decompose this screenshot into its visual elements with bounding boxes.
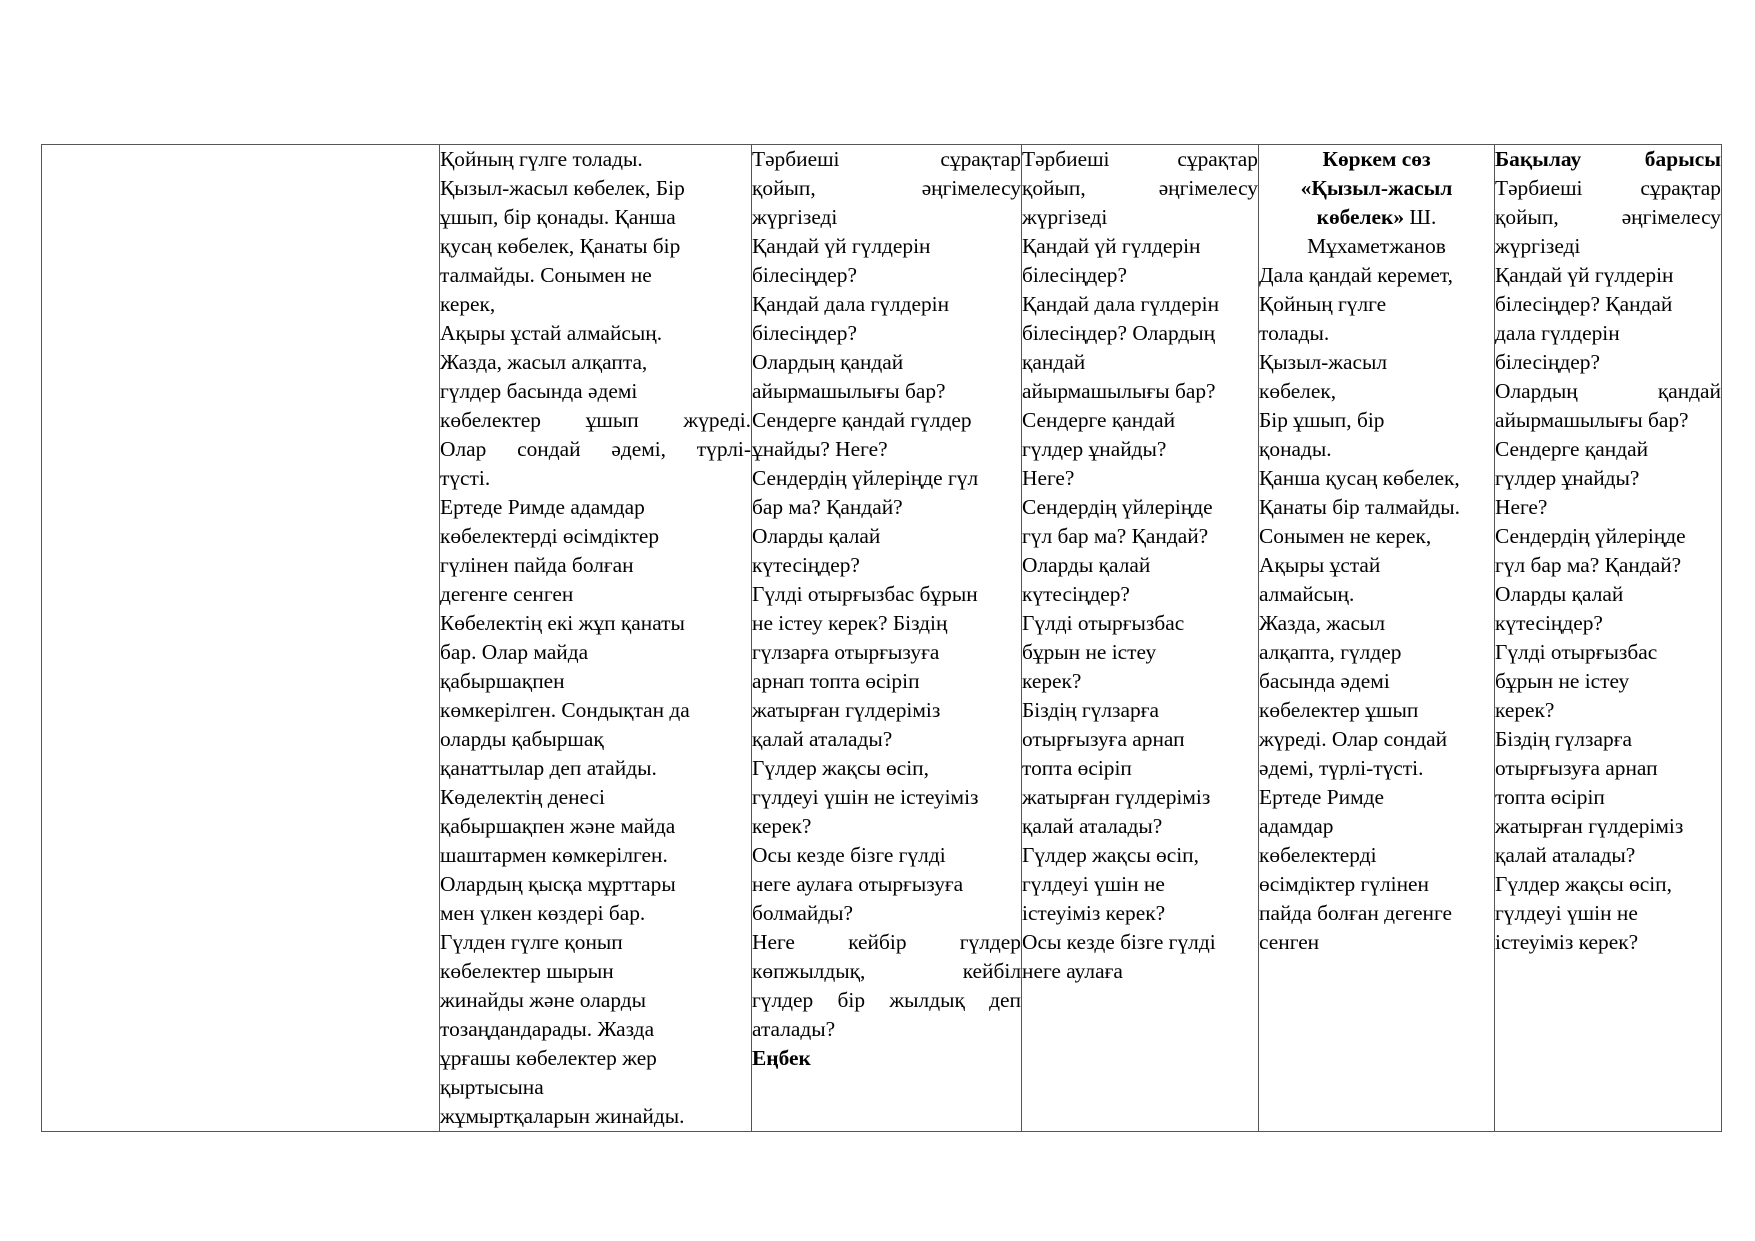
text-line: Сонымен не керек,: [1259, 524, 1432, 548]
text-line: қалай аталады?: [1495, 843, 1636, 867]
text-line: гүл бар ма? Қандай?: [1495, 553, 1682, 577]
text-line: Сендердің үйлеріңде: [1495, 524, 1686, 548]
text-line: білесіңдер?: [1022, 263, 1127, 287]
text-line: Қызыл-жасыл: [1259, 350, 1388, 374]
text-line: Оларды қалай: [1495, 582, 1624, 606]
text-line: алмайсың.: [1259, 582, 1355, 606]
text-line: бар ма? Қандай?: [752, 495, 903, 519]
text-line: Тәрбиеші сұрақтар: [752, 147, 1021, 171]
text-line: күтесіңдер?: [1495, 611, 1603, 635]
text-line: жүргізеді: [1495, 234, 1581, 258]
text-line: Неге кейбір гүлдер: [752, 930, 1021, 954]
text-line: алқапта, гүлдер: [1259, 640, 1402, 664]
text-line: дала гүлдерін: [1495, 321, 1620, 345]
text-line: бар. Олар майда: [440, 640, 589, 664]
text-line: Сендердің үйлеріңде: [1022, 495, 1213, 519]
text-line: әдемі, түрлі-түсті.: [1259, 756, 1424, 780]
text-line: Қандай дала гүлдерін: [752, 292, 950, 316]
text-line: арнап топта өсіріп: [752, 669, 920, 693]
text-line: күтесіңдер?: [1022, 582, 1130, 606]
text-line: гүлдеуі үшін не істеуіміз: [752, 785, 979, 809]
text-line: Олардың қандай: [752, 350, 904, 374]
text-line: жатырған гүлдеріміз: [1495, 814, 1684, 838]
text-line: Тәрбиеші сұрақтар: [1022, 147, 1258, 171]
text-line: Сендерге қандай: [1495, 437, 1649, 461]
text-line: Біздің гүлзарға: [1495, 727, 1632, 751]
text-line: Қанша қусаң көбелек,: [1259, 466, 1460, 490]
text-line: Олардың қандай: [1495, 379, 1721, 403]
text-line: Дала қандай керемет,: [1259, 263, 1453, 287]
text-line: отырғызуға арнап: [1022, 727, 1185, 751]
text-line: көбелек,: [1259, 379, 1337, 403]
text-line: Оларды қалай: [752, 524, 881, 548]
text-line: жатырған гүлдеріміз: [752, 698, 941, 722]
text-line: жұмыртқаларын жинайды.: [440, 1104, 685, 1128]
text-line: ұнайды? Неге?: [752, 437, 888, 461]
text-line: гүлдер басында әдемі: [440, 379, 638, 403]
text-line: бұрын не істеу: [1495, 669, 1630, 693]
text-line: қыртысына: [440, 1075, 544, 1099]
text-line: Қойның гүлге: [1259, 292, 1387, 316]
text-line: Қызыл-жасыл көбелек, Бір: [440, 176, 685, 200]
text-line: аталады?: [752, 1017, 836, 1041]
text-line: қойып, әңгімелесу: [1495, 205, 1721, 229]
empty-column-cell: [42, 145, 440, 1132]
text-line: Бір ұшып, бір: [1259, 408, 1385, 432]
text-line: керек?: [1495, 698, 1555, 722]
text-line: болмайды?: [752, 901, 854, 925]
text-line: білесіңдер?: [752, 263, 857, 287]
text-line: қалай аталады?: [1022, 814, 1163, 838]
observation-cell: [1495, 145, 1722, 1132]
text-line: түсті.: [440, 466, 491, 490]
text-line: қабыршақпен: [440, 669, 565, 693]
text-line: Ертеде Римде адамдар: [440, 495, 645, 519]
lesson-plan-table: [41, 144, 1722, 1132]
text-line: гүлзарға отырғызуға: [752, 640, 940, 664]
text-line: гүлдер ұнайды?: [1022, 437, 1167, 461]
text-line: неге аулаға: [1022, 959, 1123, 983]
text-line: көпжылдық, кейбіл: [752, 959, 1021, 983]
text-line: күтесіңдер?: [752, 553, 860, 577]
text-line: Олар сондай әдемі, түрлі-: [440, 437, 751, 461]
text-line: талмайды. Сонымен не: [440, 263, 652, 287]
text-line: топта өсіріп: [1495, 785, 1605, 809]
text-line: істеуіміз керек?: [1022, 901, 1166, 925]
text-line: Ақыры ұстай алмайсың.: [440, 321, 663, 345]
text-line: Тәрбиеші сұрақтар: [1495, 176, 1721, 200]
text-line: қандай: [1022, 350, 1086, 374]
text-line: Гүлді отырғызбас: [1495, 640, 1658, 664]
text-line: Ертеде Римде: [1259, 785, 1385, 809]
text-line: білесіңдер?: [752, 321, 857, 345]
text-line: Сендердің үйлеріңде гүл: [752, 466, 979, 490]
text-line: тозаңдандарады. Жазда: [440, 1017, 655, 1041]
text-line: Қандай үй гүлдерін: [1022, 234, 1201, 258]
text-line: гүлдер ұнайды?: [1495, 466, 1640, 490]
text-line: Қандай дала гүлдерін: [1022, 292, 1220, 316]
poem-title-end: көбелек»: [1316, 205, 1405, 229]
text-line: білесіңдер? Олардың: [1022, 321, 1216, 345]
text-line: Біздің гүлзарға: [1022, 698, 1159, 722]
text-line: адамдар: [1259, 814, 1334, 838]
text-line: Гүлдер жақсы өсіп,: [1495, 872, 1672, 896]
text-line: керек?: [1022, 669, 1082, 693]
text-line: айырмашылығы бар?: [1022, 379, 1216, 403]
text-line: жүргізеді: [752, 205, 838, 229]
text-line: гүлдер бір жылдық деп: [752, 988, 1021, 1012]
text-line: бұрын не істеу: [1022, 640, 1157, 664]
text-line: білесіңдер?: [1495, 350, 1600, 374]
text-line: Гүлден гүлге қонып: [440, 930, 623, 954]
text-line: Қанаты бір талмайды.: [1259, 495, 1460, 519]
text-line: Ақыры ұстай: [1259, 553, 1381, 577]
text-line: өсімдіктер гүлінен: [1259, 872, 1429, 896]
text-line: жүргізеді: [1022, 205, 1108, 229]
text-line: қалай аталады?: [752, 727, 893, 751]
poem-title-line: [1259, 203, 1494, 232]
text-line: гүл бар ма? Қандай?: [1022, 524, 1209, 548]
text-line: мен үлкен көздері бар.: [440, 901, 646, 925]
teacher-questions-cell: [752, 145, 1022, 1132]
text-line: топта өсіріп: [1022, 756, 1132, 780]
text-line: көбелектер шырын: [440, 959, 614, 983]
text-line: айырмашылығы бар?: [1495, 408, 1689, 432]
text-line: жатырған гүлдеріміз: [1022, 785, 1211, 809]
text-line: Гүлдер жақсы өсіп,: [752, 756, 929, 780]
text-line: гүлдеуі үшін не: [1022, 872, 1165, 896]
text-line: Қандай үй гүлдерін: [1495, 263, 1674, 287]
text-line: Көделектің денесі: [440, 785, 605, 809]
observation-heading: Бақылау барысы: [1495, 147, 1721, 171]
text-line: отырғызуға арнап: [1495, 756, 1658, 780]
text-line: пайда болған дегенге: [1259, 901, 1452, 925]
text-line: Олардың қысқа мұрттары: [440, 872, 676, 896]
text-line: жинайды және оларды: [440, 988, 647, 1012]
text-line: қабыршақпен және майда: [440, 814, 676, 838]
poem-heading: Көркем сөз: [1322, 147, 1431, 171]
text-line: гүлінен пайда болған: [440, 553, 634, 577]
text-line: неге аулаға отырғызуға: [752, 872, 964, 896]
text-line: сенген: [1259, 930, 1320, 954]
text-line: Неге?: [1495, 495, 1548, 519]
text-line: жүреді. Олар сондай: [1259, 727, 1448, 751]
text-line: қанаттылар деп атайды.: [440, 756, 657, 780]
text-line: көбелектер ұшып жүреді.: [440, 408, 751, 432]
labor-heading: Еңбек: [752, 1046, 811, 1070]
text-line: Неге?: [1022, 466, 1075, 490]
text-line: көбелектерді: [1259, 843, 1377, 867]
text-line: Қойның гүлге толады.: [440, 147, 643, 171]
text-line: Осы кезде бізге гүлді: [752, 843, 946, 867]
text-line: ұрғашы көбелектер жер: [440, 1046, 657, 1070]
text-line: білесіңдер? Қандай: [1495, 292, 1673, 316]
text-line: Жазда, жасыл алқапта,: [440, 350, 648, 374]
text-line: қусаң көбелек, Қанаты бір: [440, 234, 681, 258]
text-line: не істеу керек? Біздің: [752, 611, 948, 635]
text-line: керек?: [752, 814, 812, 838]
text-line: керек,: [440, 292, 496, 316]
table-row: [42, 145, 1722, 1132]
text-line: шаштармен көмкерілген.: [440, 843, 668, 867]
text-line: Гүлді отырғызбас: [1022, 611, 1185, 635]
text-line: көмкерілген. Сондықтан да: [440, 698, 690, 722]
text-line: Гүлдер жақсы өсіп,: [1022, 843, 1199, 867]
text-line: айырмашылығы бар?: [752, 379, 946, 403]
text-line: дегенге сенген: [440, 582, 574, 606]
text-line: көбелектерді өсімдіктер: [440, 524, 660, 548]
text-line: Сендерге қандай: [1022, 408, 1176, 432]
text-line: басында әдемі: [1259, 669, 1390, 693]
text-line: Осы кезде бізге гүлді: [1022, 930, 1216, 954]
text-line: Гүлді отырғызбас бұрын: [752, 582, 978, 606]
text-line: Сендерге қандай гүлдер: [752, 408, 972, 432]
text-line: оларды қабыршақ: [440, 727, 604, 751]
poem-title: «Қызыл-жасыл: [1300, 176, 1453, 200]
text-line: қойып, әңгімелесу: [1022, 176, 1258, 200]
text-line: Жазда, жасыл: [1259, 611, 1386, 635]
text-line: Оларды қалай: [1022, 553, 1151, 577]
text-line: Қандай үй гүлдерін: [752, 234, 931, 258]
butterfly-text-cell: [440, 145, 752, 1132]
poem-author-initial: Ш.: [1404, 205, 1437, 229]
text-line: қойып, әңгімелесу: [752, 176, 1021, 200]
text-line: қонады.: [1259, 437, 1332, 461]
poem-cell: [1259, 145, 1495, 1132]
text-line: істеуіміз керек?: [1495, 930, 1639, 954]
text-line: Көбелектің екі жұп қанаты: [440, 611, 685, 635]
poem-author: Мұхаметжанов: [1307, 234, 1446, 258]
teacher-questions-cell-2: [1022, 145, 1259, 1132]
text-line: ұшып, бір қонады. Қанша: [440, 205, 676, 229]
text-line: көбелектер ұшып: [1259, 698, 1419, 722]
text-line: толады.: [1259, 321, 1330, 345]
text-line: гүлдеуі үшін не: [1495, 901, 1638, 925]
